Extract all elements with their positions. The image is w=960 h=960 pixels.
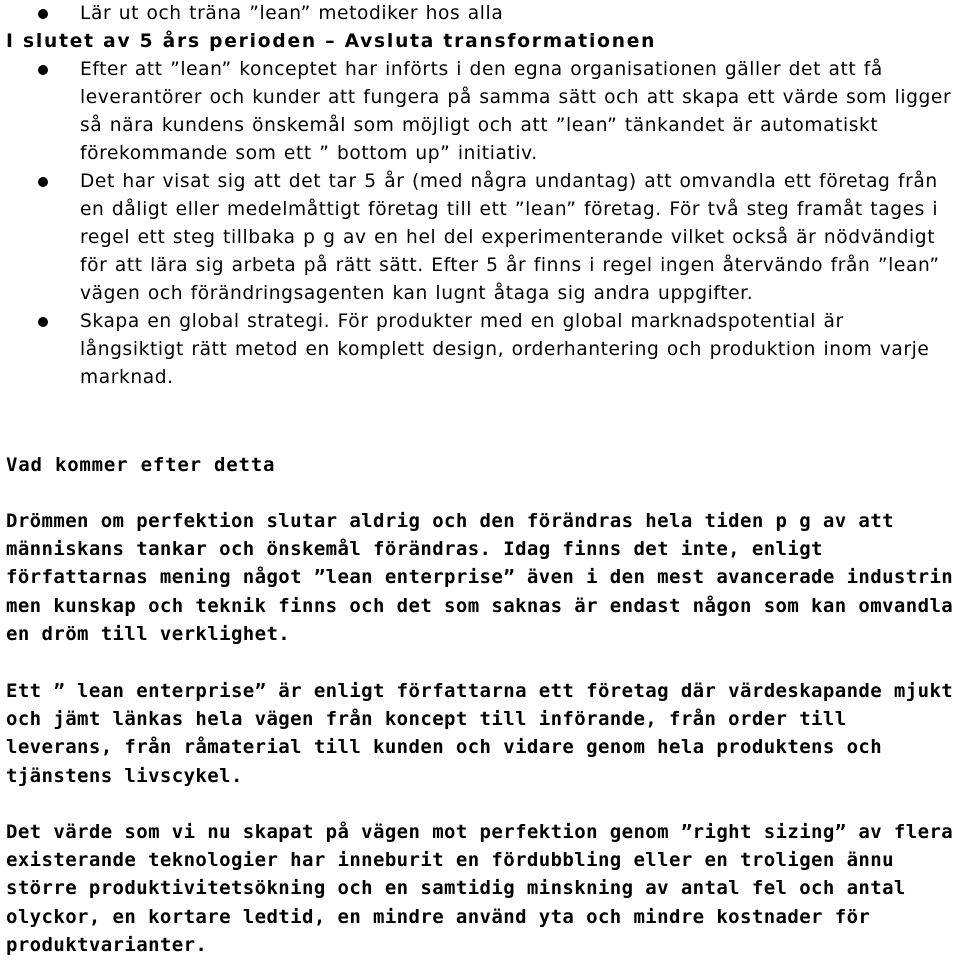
bullet-text: Det har visat sig att det tar 5 år (med några undantag) att omvandla ett företag från en dåligt eller medelmåttigt företag till ett ”lean” företag. För två steg framåt tages i regel ett steg tillbaka p g av en hel del experimenterande vilket också är nödvändigt för att lära sig arbeta på rätt sätt. Efter 5 år finns i regel ingen återvändo från ”lean” vägen och förändringsagenten kan lugnt åtaga sig andra uppgifter. xyxy=(80,171,940,304)
bullet-text: Lär ut och träna ”lean” metodiker hos alla xyxy=(80,3,504,24)
bullet-item xyxy=(0,56,960,168)
bullet-icon xyxy=(38,317,48,327)
bullet-item xyxy=(0,168,960,308)
bullet-list-transformation xyxy=(0,56,960,392)
paragraph-right-sizing: Det värde som vi nu skapat på vägen mot perfektion genom ”right sizing” av flera existerande teknologier har inneburit en fördubbling eller en troligen ännu större produktivitetsökning och en samtidig minskning av antal fel och antal olyckor, en kortare ledtid, en mindre använd yta och mindre kostnader för produktvarianter. xyxy=(6,821,954,956)
paragraph-lean-enterprise: Ett ” lean enterprise” är enligt författarna ett företag där värdeskapande mjukt och jämt länkas hela vägen från koncept till införande, från order till leverans, från råmaterial till kunden och vidare genom hela produktens och tjänstens livscykel. xyxy=(6,680,954,787)
bullet-text: Efter att ”lean” konceptet har införts i den egna organisationen gäller det att få leverantörer och kunder att fungera på samma sätt och att skapa ett värde som ligger så nära kundens önskemål som möjligt och att ”lean” tänkandet är automatiskt förekommande som ett ” bottom up” initiativ. xyxy=(80,59,952,164)
bullet-icon xyxy=(38,177,48,187)
bullet-text: Skapa en global strategi. För produkter med en global marknadspotential är långsiktigt rätt metod en komplett design, orderhantering och produktion inom varje marknad. xyxy=(80,311,930,388)
section-heading-next: Vad kommer efter detta xyxy=(6,454,276,476)
bullet-item xyxy=(0,308,960,392)
paragraph-perfection: Drömmen om perfektion slutar aldrig och den förändras hela tiden p g av att människans tankar och önskemål förändras. Idag finns det inte, enligt författarnas mening något ”lean enterprise” även i den mest avancerade industrin men kunskap och teknik finns och det som saknas är endast någon som kan omvandla en dröm till verklighet. xyxy=(6,510,954,645)
section-heading-transformation: I slutet av 5 års perioden – Avsluta transformationen xyxy=(6,31,657,52)
bullet-item xyxy=(0,0,960,28)
bullet-icon xyxy=(38,65,48,75)
bullet-list-top xyxy=(0,0,960,28)
bullet-icon xyxy=(38,9,48,19)
